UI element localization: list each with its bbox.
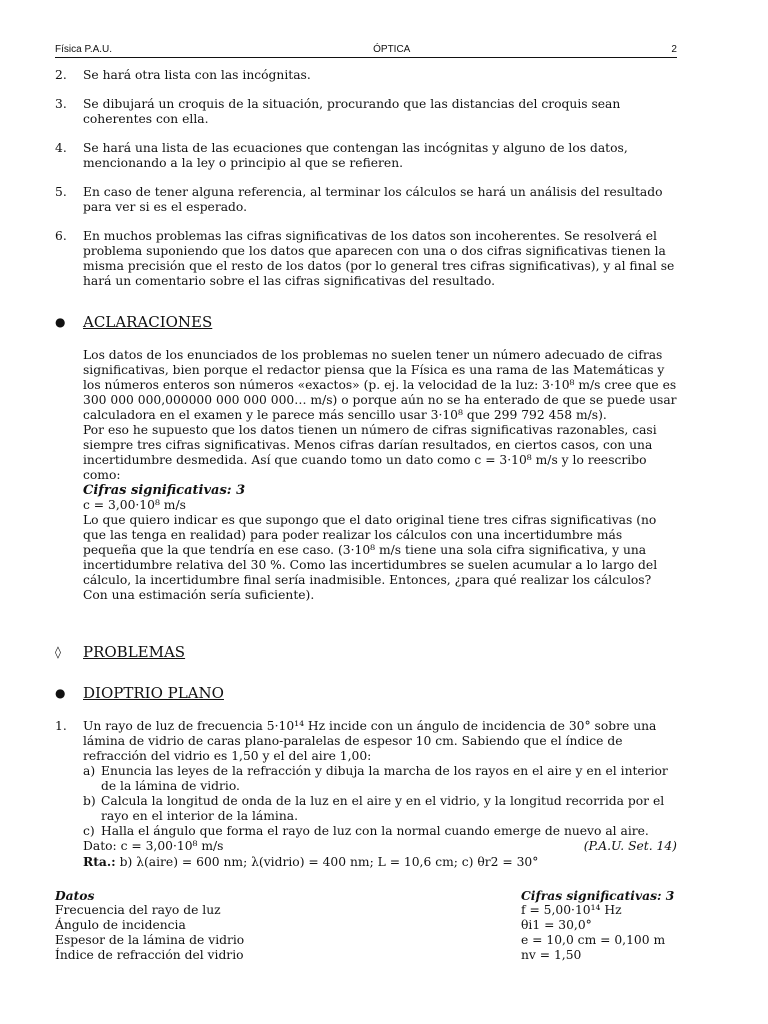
list-item: 4. Se hará una lista de las ecuaciones que contengan las incógnitas y alguno de los datos, mencionando a la ley o principio al que se refieren. (55, 141, 628, 170)
answer-text: b) λ(aire) = 600 nm; λ(vidrio) = 400 nm; L = 10,6 cm; c) θr2 = 30° (115, 855, 539, 869)
section-heading-problemas (55, 645, 677, 660)
answer-line (83, 854, 677, 870)
cifras-title: Cifras significativas: 3 (521, 888, 675, 903)
page-header (55, 44, 677, 58)
answer-label: Rta.: (83, 854, 116, 869)
header-subject: Física P.A.U. (55, 44, 113, 55)
c-value: c = 3,00·10⁸ m/s (83, 498, 186, 512)
diamond-icon: ◊ (55, 645, 61, 659)
table-row: Ángulo de incidencia θi1 = 30,0° (55, 918, 592, 932)
list-item: 2. Se hará otra lista con las incógnitas. (55, 68, 311, 82)
table-row: Espesor de la lámina de vidrio e = 10,0 cm = 0,100 m (55, 933, 666, 947)
section-heading-aclaraciones (55, 315, 677, 330)
list-item: 5. En caso de tener alguna referencia, al terminar los cálculos se hará un análisis del resultado para ver si es el esperado. (55, 185, 663, 214)
dato-text: Dato: c = 3,00·10⁸ m/s (83, 839, 224, 853)
table-row: Índice de refracción del vidrio nv = 1,50 (55, 948, 582, 962)
table-row: Frecuencia del rayo de luz f = 5,00·10¹⁴ Hz (55, 903, 622, 917)
bullet-icon: ● (55, 315, 66, 329)
cifras-significativas-label: Cifras significativas: 3 (83, 483, 246, 498)
list-item: 3. Se dibujará un croquis de la situación, procurando que las distancias del croquis sean coherentes con ella. (55, 97, 621, 126)
section-heading-dioptrio (55, 686, 677, 701)
dato-line (83, 839, 677, 854)
bullet-icon: ● (55, 686, 66, 700)
list-item: 6. En muchos problemas las cifras significativas de los datos son incoherentes. Se resolverá el problema suponiendo que los datos que aparecen con una o dos cifras significativas tienen la misma precisión que el resto de los datos (por lo general tres cifras significativas), y al final se hará un comentario sobre el las cifras significativas del resultado. (55, 229, 675, 288)
header-page-number: 2 (671, 44, 677, 55)
header-topic: ÓPTICA (373, 44, 411, 55)
aclaraciones-paragraph: Lo que quiero indicar es que supongo que el dato original tiene tres cifras significativas (no que las tenga en realidad) para poder realizar los cálculos con una incertidumbre más pequeña que la que tendría en ese caso. (3·10⁸ m/s tiene una sola cifra significativa, y una incertidumbre relativa del 30 %. Como las incertidumbres se suelen acumular a lo largo del cálculo, la incertidumbre final sería inadmisible. Entonces, ¿para qué realizar los cálculos? Con una estimación sería suficiente). (83, 513, 658, 602)
aclaraciones-paragraph: Por eso he supuesto que los datos tienen un número de cifras significativas razonables, casi siempre tres cifras significativas. Menos cifras darían resultados, en ciertos casos, con una incertidumbre desmedida. Así que cuando tomo un dato como c = 3·10⁸ m/s y lo reescribo como: (83, 423, 657, 482)
problem-part: a) Enuncia las leyes de la refracción y dibuja la marcha de los rayos en el aire y en el interior de la lámina de vidrio. (83, 764, 668, 793)
problem-part: c) Halla el ángulo que forma el rayo de luz con la normal cuando emerge de nuevo al aire. (83, 824, 649, 838)
problem-part: b) Calcula la longitud de onda de la luz en el aire y en el vidrio, y la longitud recorrida por el rayo en el interior de la lámina. (83, 794, 665, 823)
section-title: ACLARACIONES (83, 313, 213, 331)
aclaraciones-paragraph: Los datos de los enunciados de los problemas no suelen tener un número adecuado de cifras significativas, bien porque el redactor piensa que la Física es una rama de las Matemáticas y los números enteros son números «exactos» (p. ej. la velocidad de la luz: 3·10⁸ m/s cree que es 300 000 000,000000 000 000 000… m/s) o porque aún no se ha enterado de que se puede usar calculadora en el examen y le parece más sencillo usar 3·10⁸ que 299 792 458 m/s). (83, 348, 677, 422)
page (55, 44, 677, 963)
source-reference: (P.A.U. Set. 14) (583, 839, 677, 853)
datos-header (55, 888, 677, 903)
section-title: DIOPTRIO PLANO (83, 684, 224, 702)
document-body (55, 68, 677, 963)
datos-title: Datos (55, 888, 95, 903)
section-title: PROBLEMAS (83, 643, 186, 661)
problem-statement: 1. Un rayo de luz de frecuencia 5·10¹⁴ Hz incide con un ángulo de incidencia de 30° sobre una lámina de vidrio de caras plano-paralelas de espesor 10 cm. Sabiendo que el índice de refracción del vidrio es 1,50 y el del aire 1,00: (55, 719, 657, 763)
